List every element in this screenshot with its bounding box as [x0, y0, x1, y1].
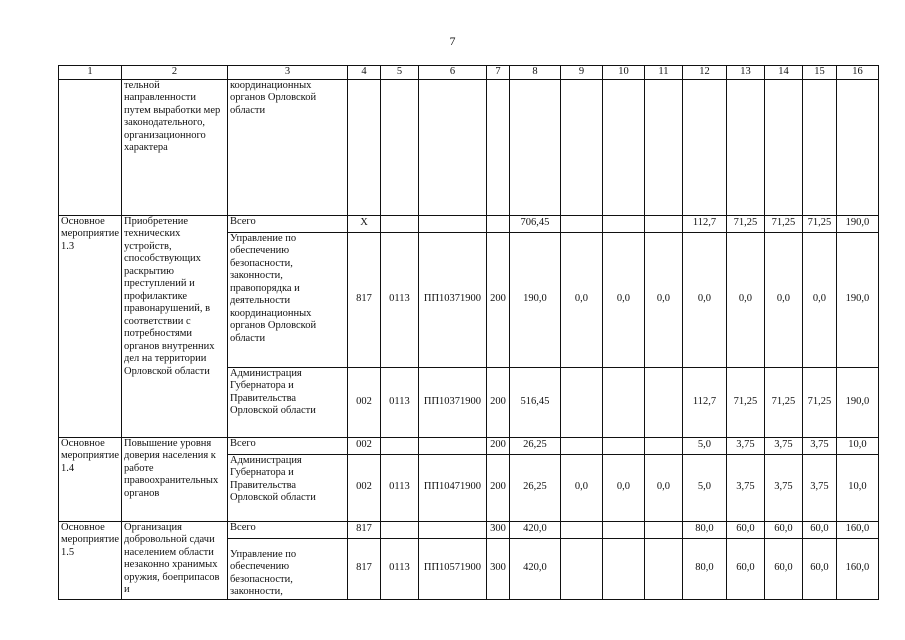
table-cell: 706,45: [509, 215, 560, 232]
table-cell: 80,0: [682, 538, 726, 599]
header-cell: 14: [764, 66, 802, 80]
header-cell: 16: [836, 66, 878, 80]
table-row: [59, 521, 879, 538]
executor-name: координационных органов Орловской области: [227, 79, 347, 215]
table-cell: 200: [486, 454, 509, 521]
table-cell: 10,0: [836, 437, 878, 454]
executor-name: Администрация Губернатора и Правительства Орловской области: [227, 454, 347, 521]
table-cell: 0113: [380, 367, 418, 437]
table-cell: 3,75: [802, 437, 836, 454]
header-cell: 6: [418, 66, 486, 80]
table-cell: 60,0: [764, 521, 802, 538]
table-cell: 0,0: [682, 232, 726, 367]
measure-label: Основное мероприятие 1.3: [59, 215, 122, 437]
table-cell: 516,45: [509, 367, 560, 437]
table-cell: [560, 521, 602, 538]
table-cell: 420,0: [509, 538, 560, 599]
table-cell: 3,75: [764, 437, 802, 454]
measure-name: Приобретение технических устройств, способствующих раскрытию преступлений и профилактике правонарушений, в соответствии с потребностями органов внутренних дел на территории Орловской области: [121, 215, 227, 437]
table-cell: 200: [486, 367, 509, 437]
table-cell: 112,7: [682, 367, 726, 437]
table-cell: [560, 215, 602, 232]
table-cell: 190,0: [509, 232, 560, 367]
table-cell: [418, 521, 486, 538]
table-cell: 60,0: [802, 521, 836, 538]
table-cell: 200: [486, 232, 509, 367]
budget-table: [58, 65, 879, 600]
header-cell: 2: [121, 66, 227, 80]
table-cell: ПП10371900: [418, 232, 486, 367]
table-cell: 0,0: [602, 454, 644, 521]
executor-name: Всего: [227, 437, 347, 454]
table-cell: 0,0: [802, 232, 836, 367]
header-cell: 9: [560, 66, 602, 80]
table-cell: 190,0: [836, 232, 878, 367]
table-cell: [59, 79, 122, 215]
table-cell: 817: [347, 538, 380, 599]
table-cell: 200: [486, 437, 509, 454]
table-cell: [602, 521, 644, 538]
table-cell: ПП10571900: [418, 538, 486, 599]
table-cell: 0,0: [560, 232, 602, 367]
table-cell: [560, 538, 602, 599]
table-cell: [560, 367, 602, 437]
table-cell: 5,0: [682, 437, 726, 454]
table-cell: [560, 437, 602, 454]
table-cell: 190,0: [836, 367, 878, 437]
table-cell: 002: [347, 454, 380, 521]
measure-name: Организация добровольной сдачи населением области незаконно хранимых оружия, боеприпасов и: [121, 521, 227, 599]
table-cell: 112,7: [682, 215, 726, 232]
table-cell: 71,25: [802, 367, 836, 437]
table-row: [59, 79, 879, 215]
table-cell: 71,25: [726, 367, 764, 437]
table-cell: 0113: [380, 538, 418, 599]
table-cell: 0,0: [602, 232, 644, 367]
table-cell: [380, 521, 418, 538]
measure-name: Повышение уровня доверия населения к работе правоохранительных органов: [121, 437, 227, 521]
table-cell: [644, 215, 682, 232]
table-cell: [644, 367, 682, 437]
header-cell: 13: [726, 66, 764, 80]
table-cell: ПП10371900: [418, 367, 486, 437]
table-cell: 0,0: [644, 232, 682, 367]
executor-name: Управление по обеспечению безопасности, законности,: [227, 538, 347, 599]
table-row: [59, 437, 879, 454]
table-cell: [380, 215, 418, 232]
table-cell: 60,0: [764, 538, 802, 599]
header-cell: 15: [802, 66, 836, 80]
page-number: 7: [449, 34, 456, 48]
table-cell: 300: [486, 521, 509, 538]
table-cell: [602, 215, 644, 232]
table-cell: 0,0: [560, 454, 602, 521]
table-cell: 71,25: [802, 215, 836, 232]
header-cell: 8: [509, 66, 560, 80]
table-cell: 3,75: [802, 454, 836, 521]
table-cell: 80,0: [682, 521, 726, 538]
table-cell: [644, 538, 682, 599]
table-cell: 0113: [380, 454, 418, 521]
table-cell: 26,25: [509, 437, 560, 454]
table-cell: 0,0: [726, 232, 764, 367]
header-cell: 4: [347, 66, 380, 80]
table-cell: 002: [347, 367, 380, 437]
header-cell: 5: [380, 66, 418, 80]
table-cell: [418, 215, 486, 232]
table-cell: 817: [347, 232, 380, 367]
header-cell: 12: [682, 66, 726, 80]
table-cell: [602, 367, 644, 437]
table-cell: [418, 437, 486, 454]
table-cell: 3,75: [726, 437, 764, 454]
table-cell: 60,0: [802, 538, 836, 599]
table-cell: [602, 538, 644, 599]
table-cell: 160,0: [836, 538, 878, 599]
table-cell: 0,0: [644, 454, 682, 521]
table-cell: 71,25: [764, 215, 802, 232]
table-cell: [644, 437, 682, 454]
table-cell: 60,0: [726, 538, 764, 599]
table-cell: [380, 437, 418, 454]
table-cell: 0,0: [764, 232, 802, 367]
executor-name: Администрация Губернатора и Правительства Орловской области: [227, 367, 347, 437]
table-cell: 420,0: [509, 521, 560, 538]
table-cell: 0113: [380, 232, 418, 367]
table-cell: 300: [486, 538, 509, 599]
table-cell: 60,0: [726, 521, 764, 538]
table-cell: [486, 215, 509, 232]
measure-label: Основное мероприятие 1.5: [59, 521, 122, 599]
executor-name: Управление по обеспечению безопасности, законности, правопорядка и деятельности координационных органов Орловской области: [227, 232, 347, 367]
header-cell: 11: [644, 66, 682, 80]
table-cell: [602, 437, 644, 454]
header-cell: 3: [227, 66, 347, 80]
table-cell: 190,0: [836, 215, 878, 232]
measure-name: тельной направленности путем выработки мер законодательного, организационного характера: [121, 79, 227, 215]
header-cell: 10: [602, 66, 644, 80]
table-row: [59, 215, 879, 232]
table-cell: 3,75: [726, 454, 764, 521]
header-cell: 1: [59, 66, 122, 80]
measure-label: Основное мероприятие 1.4: [59, 437, 122, 521]
executor-name: Всего: [227, 521, 347, 538]
table-cell: 002: [347, 437, 380, 454]
table-cell: 5,0: [682, 454, 726, 521]
table-cell: 71,25: [764, 367, 802, 437]
table-cell: 10,0: [836, 454, 878, 521]
table-cell: [644, 521, 682, 538]
table-cell: 71,25: [726, 215, 764, 232]
table-cell: 26,25: [509, 454, 560, 521]
table-cell: Х: [347, 215, 380, 232]
table-cell: 160,0: [836, 521, 878, 538]
table-cell: ПП10471900: [418, 454, 486, 521]
header-cell: 7: [486, 66, 509, 80]
header-row: [59, 66, 879, 80]
table-cell: 817: [347, 521, 380, 538]
executor-name: Всего: [227, 215, 347, 232]
table-cell: 3,75: [764, 454, 802, 521]
